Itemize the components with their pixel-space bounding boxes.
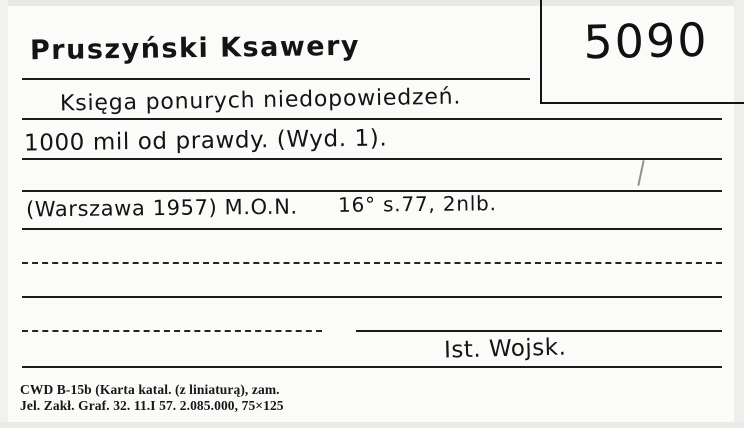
format-entry: 16° s.77, 2nlb. [337,191,497,217]
ruled-line [22,78,530,80]
pen-stroke-mark [637,160,644,186]
printed-footer-line-2: Jel. Zakł. Graf. 32. 11.I 57. 2.085.000, 75×125 [20,398,284,413]
author-entry: Pruszyński Ksawery [29,30,361,67]
ruled-line [356,330,722,332]
ruled-line [22,330,322,332]
printed-footer-line-1: CWD B-15b (Karta katal. (z liniaturą), zam. [20,382,280,397]
paper-edge-left [0,0,8,428]
location-entry: Ist. Wojsk. [443,334,567,364]
ruled-line [22,366,722,368]
ruled-line [22,158,722,160]
catalogue-number: 5090 [582,12,710,70]
printed-footer [20,382,284,414]
imprint-entry: (Warszawa 1957) M.O.N. [25,194,298,222]
ruled-line [22,296,722,298]
ruled-line [22,118,722,120]
ruled-line [22,262,722,264]
paper-edge-bottom [0,422,744,428]
title-entry-line-2: 1000 mil od prawdy. (Wyd. 1). [23,125,388,157]
title-entry-line-1: Księga ponurych niedopowiedzeń. [59,84,462,117]
ruled-line [22,228,722,230]
